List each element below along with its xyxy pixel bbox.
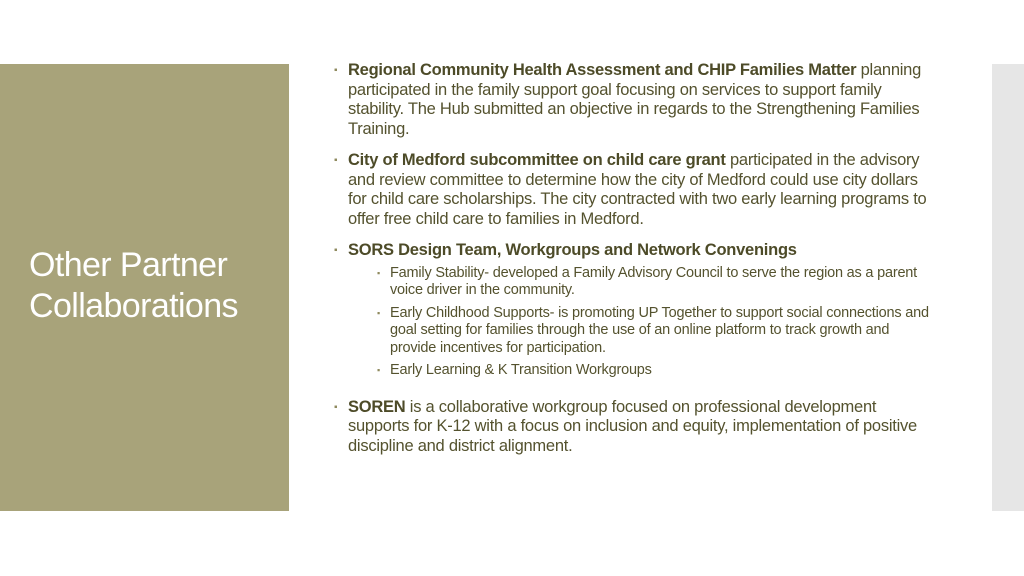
slide-title: Other Partner Collaborations <box>29 246 238 325</box>
bullet-list <box>334 61 934 456</box>
sub-bullet-text: Early Childhood Supports- is promoting UP Together to support social connections and goal setting for families through the use of an online platform to track growth and provide incentives for participation. <box>390 304 929 356</box>
list-item <box>334 61 934 139</box>
bullet-icon: ▪ <box>334 155 338 166</box>
bullet-heading: SORS Design Team, Workgroups and Network Convenings <box>348 241 797 259</box>
bullet-icon: ▪ <box>334 245 338 256</box>
bullet-text: planning participated in the family support goal focusing on services to support family stability. The Hub submitted an objective in regards to the Strengthening Families Training. <box>348 61 922 138</box>
list-item <box>334 151 934 229</box>
bullet-heading: City of Medford subcommittee on child care grant <box>348 151 726 169</box>
bullet-heading: Regional Community Health Assessment and CHIP Families Matter <box>348 61 857 79</box>
sub-bullet-icon: ▪ <box>377 307 380 318</box>
right-edge-bar <box>992 64 1024 511</box>
bullet-heading: SOREN <box>348 397 406 416</box>
sub-list-item <box>348 362 934 380</box>
bullet-icon: ▪ <box>334 65 338 76</box>
sub-bullet-icon: ▪ <box>377 267 380 278</box>
sub-bullet-icon: ▪ <box>377 365 380 375</box>
sub-list-item <box>348 265 934 300</box>
bullet-text: participated in the advisory and review committee to determine how the city of Medford could use city dollars for child care scholarships. The city contracted with two early learning programs to offer free child care to families in Medford. <box>348 151 927 228</box>
list-item <box>334 398 934 457</box>
sub-bullet-text: Early Learning & K Transition Workgroups <box>390 362 652 378</box>
content-area <box>334 61 934 468</box>
sub-bullet-text: Family Stability- developed a Family Advisory Council to serve the region as a parent voice driver in the community. <box>390 264 918 298</box>
bullet-icon: ▪ <box>334 401 338 413</box>
bullet-text: is a collaborative workgroup focused on professional development supports for K-12 with a focus on inclusion and equity, implementation of positive discipline and district alignment. <box>348 397 917 455</box>
sub-list-item <box>348 305 934 358</box>
sub-bullet-list <box>348 265 934 380</box>
list-item <box>334 241 934 380</box>
